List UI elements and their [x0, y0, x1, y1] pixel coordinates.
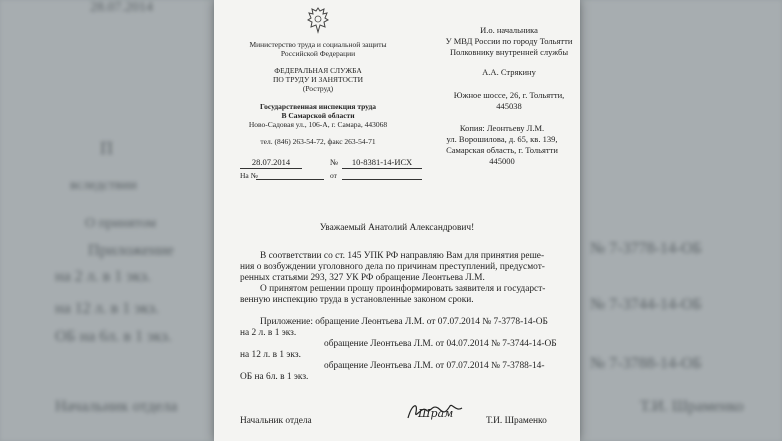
- attachment2: обращение Леонтьева Л.М. от 04.07.2014 № 7-3744-14-ОБ: [324, 339, 557, 349]
- recipient-name: А.А. Стрякину: [482, 67, 536, 77]
- attachment2-pages: на 12 л. в 1 экз.: [240, 350, 301, 360]
- service-line1: ФЕДЕРАЛЬНАЯ СЛУЖБА: [274, 66, 362, 75]
- from-date-line: [342, 170, 422, 180]
- recipient-address1: Южное шоссе, 26, г. Тольятти,: [453, 90, 565, 100]
- bg-date: 28.07.2014: [90, 0, 153, 15]
- sender-phone: тел. (846) 263-54-72, факс 263-54-71: [260, 137, 376, 146]
- service-abbr: (Роструд): [302, 84, 334, 93]
- ministry-line2: Российской Федерации: [280, 49, 356, 58]
- on-number-line: [256, 170, 324, 180]
- signatory-position: Начальник отдела: [240, 416, 312, 426]
- copy-line3: Самарская область, г. Тольятти: [446, 145, 558, 155]
- coat-of-arms-icon: [306, 6, 330, 34]
- on-label: На №: [240, 171, 258, 180]
- inspection-line1: Государственная инспекция труда: [260, 102, 376, 111]
- letter-sheet: [214, 0, 580, 441]
- reg-number: 10-8381-14-ИСХ: [342, 157, 422, 169]
- attachment3-pages: ОБ на 6л. в 1 экз.: [240, 372, 309, 382]
- recipient-line3: Полковнику внутренней службы: [449, 47, 569, 57]
- attachment3: обращение Леонтьева Л.М. от 07.07.2014 № 7-3788-14-: [324, 361, 545, 371]
- sender-address: Ново-Садовая ул., 106-А, г. Самара, 443068: [248, 120, 388, 129]
- paragraph2-line2: венную инспекцию труда в установленные законом сроки.: [240, 295, 474, 305]
- bg-fragment: О принятом: [85, 216, 157, 231]
- copy-line4: 445000: [489, 156, 515, 166]
- signatory-name: Т.И. Шраменко: [486, 416, 547, 426]
- signature-text: Шрам: [418, 407, 454, 420]
- greeting: Уважаемый Анатолий Александрович!: [319, 223, 475, 233]
- recipient-line1: И.о. начальника: [480, 25, 538, 35]
- bg-fragment: Начальник отдела: [55, 398, 178, 415]
- recipient-address2: 445038: [496, 101, 522, 111]
- reg-date: 28.07.2014: [240, 157, 302, 169]
- inspection-line2: В Самарской области: [281, 111, 355, 120]
- attachment1-pages: на 2 л. в 1 экз.: [240, 328, 297, 338]
- bg-fragment: на 12 л. в 1 экз.: [55, 300, 159, 317]
- attachment1: Приложение: обращение Леонтьева Л.М. от 07.07.2014 № 7-3778-14-ОБ: [260, 317, 548, 327]
- recipient-line2: У МВД России по городу Тольятти: [445, 36, 573, 46]
- bg-fragment: № 7-3788-14-ОБ: [590, 355, 702, 372]
- bg-fragment: № 7-3744-14-ОБ: [590, 296, 702, 313]
- bg-fragment: П: [100, 138, 113, 158]
- signature-icon: [404, 398, 464, 424]
- copy-line2: ул. Ворошилова, д. 65, кв. 139,: [446, 134, 558, 144]
- bg-fragment: ОБ на 6л. в 1 экз.: [55, 328, 172, 345]
- from-label: от: [330, 171, 337, 180]
- copy-line1: Копия: Леонтьеву Л.М.: [459, 123, 545, 133]
- paragraph1-line3: ренных статьями 293, 327 УК РФ обращение Леонтьева Л.М.: [240, 273, 485, 283]
- paragraph2-line1: О принятом решении прошу проинформировать заявителя и государст-: [260, 284, 546, 294]
- bg-fragment: Приложение: [88, 242, 174, 259]
- paragraph1-line1: В соответствии со ст. 145 УПК РФ направляю Вам для принятия реше-: [260, 251, 545, 261]
- bg-fragment: на 2 л. в 1 экз.: [55, 268, 151, 285]
- ministry-line1: Министерство труда и социальной защиты: [249, 40, 387, 49]
- bg-fragment: вследствии: [70, 178, 137, 193]
- bg-fragment: Т.И. Шраменко: [640, 398, 744, 415]
- reg-number-prefix: №: [330, 157, 339, 167]
- paragraph1-line2: ния о возбуждении уголовного дела по причинам преступлений, предусмот-: [240, 262, 545, 272]
- bg-fragment: № 7-3778-14-ОБ: [590, 240, 702, 257]
- service-line2: ПО ТРУДУ И ЗАНЯТОСТИ: [272, 75, 364, 84]
